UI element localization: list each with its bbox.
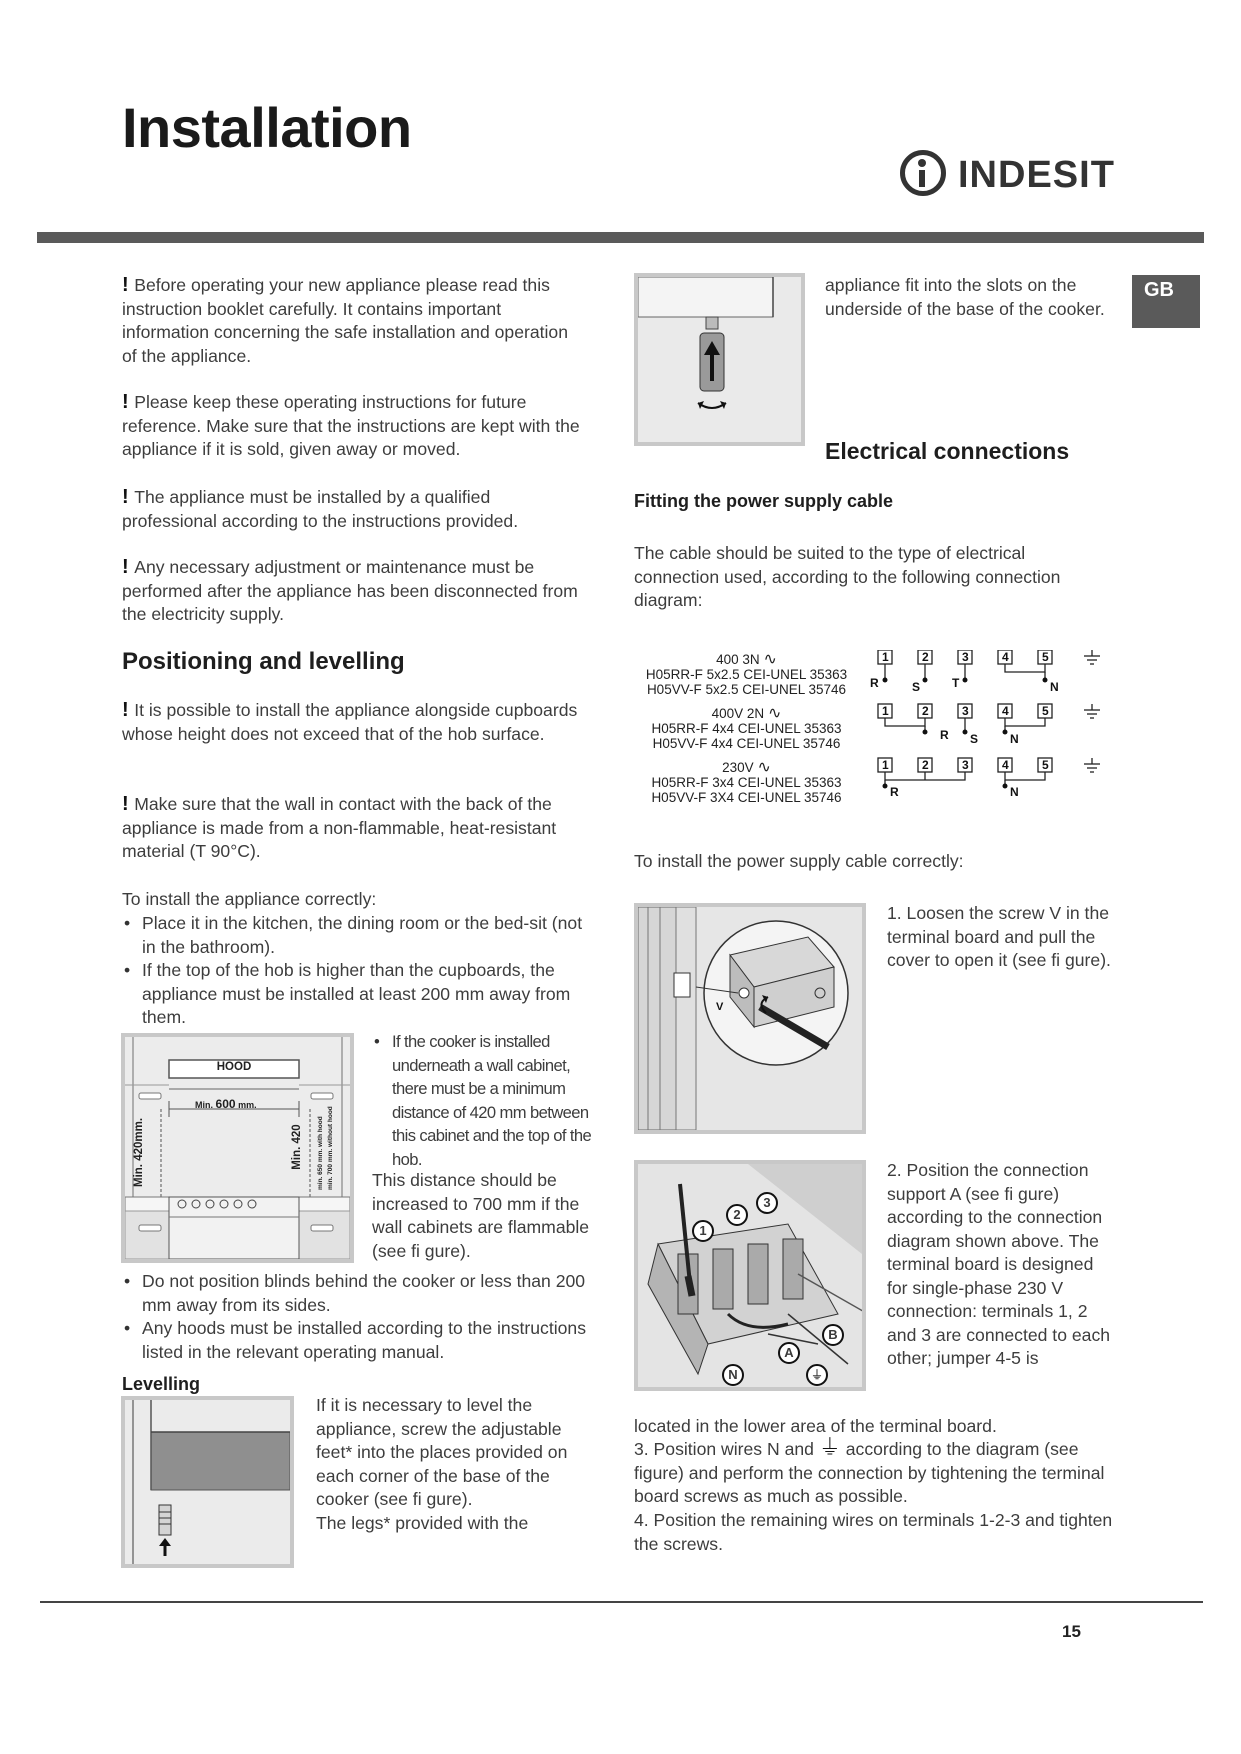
- terminal-number: 5: [1042, 704, 1049, 718]
- wire-label: S: [970, 732, 979, 746]
- terminal-number: 4: [1002, 704, 1009, 718]
- list-item: • Place it in the kitchen, the dining room or the bed-sit (not in the bathroom).: [122, 912, 590, 959]
- terminal-number: 5: [1042, 758, 1049, 772]
- cabinet-text: This distance should be increased to 700 mm if the wall cabinets are flammable (see fi gure).: [372, 1170, 590, 1261]
- warning-1: ! Before operating your new appliance please read this instruction booklet carefully. It contains important information concerning the safe installation and operation of the appliance.: [122, 274, 568, 366]
- connection-support-svg: [638, 1164, 862, 1387]
- fitting-heading: Fitting the power supply cable: [634, 491, 894, 511]
- callout-a: A: [778, 1342, 800, 1364]
- positioning-warning-1: ! It is possible to install the appliance alongside cupboards whose height does not exceed that of the hob surface.: [122, 699, 578, 744]
- header-divider: [37, 232, 1204, 243]
- wire-label: T: [952, 676, 960, 690]
- connection-diagram: [634, 650, 1114, 815]
- terminal-number: 5: [1042, 650, 1049, 664]
- hood-height-note: min. 650 mm. with hood min. 700 mm. without hood: [317, 1106, 334, 1190]
- wire-label: N: [1010, 785, 1019, 799]
- earth-icon: ⏚: [818, 1435, 841, 1460]
- screw-v-label: V: [716, 1001, 724, 1013]
- install-cable-intro: To install the power supply cable correctly:: [634, 851, 964, 871]
- earth-callout-icon: ⏚: [806, 1364, 828, 1386]
- levelling-figure: [121, 1396, 294, 1568]
- terminal-wiring-svg: [866, 650, 1106, 815]
- footer-divider: [40, 1601, 1203, 1603]
- warning-2: ! Please keep these operating instructions for future reference. Make sure that the instructions are kept with the appliance if it is sold, given away or moved.: [122, 391, 580, 459]
- blinds-hood-bullets: [122, 1270, 590, 1364]
- warning-3: ! The appliance must be installed by a qualified professional according to the instructions provided.: [122, 486, 519, 531]
- terminal-number: 1: [882, 704, 889, 718]
- terminal-number: 4: [1002, 758, 1009, 772]
- list-item: • Any hoods must be installed according to the instructions listed in the relevant operating manual.: [122, 1317, 590, 1364]
- brand-name: INDESIT: [958, 154, 1115, 196]
- terminal-number: 2: [922, 704, 929, 718]
- feet-svg: [638, 277, 801, 442]
- legs-continued-text: appliance fit into the slots on the underside of the base of the cooker.: [825, 275, 1105, 319]
- connection-support-figure: [634, 1160, 866, 1391]
- list-item: • Do not position blinds behind the cooker or less than 200 mm away from its sides.: [122, 1270, 590, 1317]
- indesit-logo: [900, 150, 1115, 206]
- terminal-cover-svg: [638, 907, 862, 1130]
- wire-label: S: [912, 680, 921, 694]
- min-600-label: Min. 600 mm.: [195, 1097, 257, 1111]
- callout-3: 3: [756, 1192, 778, 1214]
- electrical-heading: Electrical connections: [825, 438, 1070, 464]
- page-number: 15: [1062, 1622, 1081, 1641]
- step-2-continued: located in the lower area of the terminal board.: [634, 1416, 997, 1436]
- terminal-number: 3: [962, 704, 969, 718]
- hood-distance-figure: [121, 1033, 354, 1263]
- install-bullets: [122, 912, 590, 1030]
- min-420-right-label: Min. 420: [291, 1124, 303, 1170]
- feet-figure: [634, 273, 805, 446]
- terminal-number: 3: [962, 758, 969, 772]
- wire-label: R: [870, 676, 879, 690]
- terminal-number: 3: [962, 650, 969, 664]
- callout-n: N: [722, 1364, 744, 1386]
- list-item: • If the top of the hob is higher than the cupboards, the appliance must be installed at least 200 mm away from them.: [122, 959, 590, 1030]
- diagram-row-2-text: 400V 2N ∿ H05RR-F 4x4 CEI-UNEL 35363 H05VV-F 4x4 CEI-UNEL 35746: [651, 705, 842, 751]
- positioning-warning-2: ! Make sure that the wall in contact with the back of the appliance is made from a non-flammable, heat-resistant material (T 90°C).: [122, 793, 557, 861]
- hood-label: HOOD: [216, 1061, 252, 1073]
- levelling-text: If it is necessary to level the appliance, screw the adjustable feet* into the places provided on each corner of the base of the cooker (see fi gure).: [316, 1395, 568, 1509]
- callout-b: B: [822, 1324, 844, 1346]
- step-3-text: 3. Position wires N and ⏚ according to the diagram (see figure) and perform the connection by tightening the terminal board screws as much as possible.: [634, 1435, 1105, 1506]
- logo-bar: [919, 170, 925, 187]
- min-420-left-label: Min. 420mm.: [133, 1117, 145, 1187]
- page-title: Installation: [122, 96, 412, 159]
- positioning-heading: Positioning and levelling: [122, 648, 405, 675]
- callout-2: 2: [726, 1204, 748, 1226]
- levelling-heading: Levelling: [122, 1374, 201, 1394]
- install-intro: To install the appliance correctly:: [122, 889, 377, 909]
- logo-dot: [918, 159, 926, 167]
- step-2-text: 2. Position the connection support A (see fi gure) according to the connection diagram shown above. The terminal board is designed for single-phase 230 V connection: terminals 1, 2 and 3 are connected to each other; jumper 4-5 is: [887, 1160, 1111, 1368]
- levelling-svg: [125, 1400, 290, 1564]
- wire-label: N: [1010, 732, 1019, 746]
- callout-1: 1: [692, 1220, 714, 1242]
- warning-4: ! Any necessary adjustment or maintenance must be performed after the appliance has been disconnected from the electricity supply.: [122, 556, 578, 624]
- step-4-text: 4. Position the remaining wires on terminals 1-2-3 and tighten the screws.: [634, 1510, 1113, 1554]
- terminal-number: 2: [922, 758, 929, 772]
- cabinet-bullet-list: [372, 1030, 602, 1171]
- levelling-text-continued: The legs* provided with the: [316, 1513, 529, 1533]
- terminal-number: 2: [922, 650, 929, 664]
- list-item: • If the cooker is installed underneath a wall cabinet, there must be a minimum distance of 420 mm between this cabinet and the top of the hob.: [372, 1030, 602, 1171]
- wire-label: R: [940, 728, 949, 742]
- terminal-number: 1: [882, 758, 889, 772]
- diagram-row-1-text: 400 3N ∿ H05RR-F 5x2.5 CEI-UNEL 35363 H05VV-F 5x2.5 CEI-UNEL 35746: [645, 651, 848, 697]
- terminal-number: 4: [1002, 650, 1009, 664]
- wire-label: N: [1050, 680, 1059, 694]
- language-tab: GB: [1132, 275, 1200, 328]
- terminal-number: 1: [882, 650, 889, 664]
- diagram-row-3-text: 230V ∿ H05RR-F 3x4 CEI-UNEL 35363 H05VV-F 3X4 CEI-UNEL 35746: [651, 759, 842, 805]
- wire-label: R: [890, 785, 899, 799]
- step-1-text: 1. Loosen the screw V in the terminal board and pull the cover to open it (see fi gure).: [887, 903, 1111, 970]
- terminal-cover-figure: [634, 903, 866, 1134]
- cable-text: The cable should be suited to the type of electrical connection used, according to the following connection diagram:: [634, 543, 1061, 610]
